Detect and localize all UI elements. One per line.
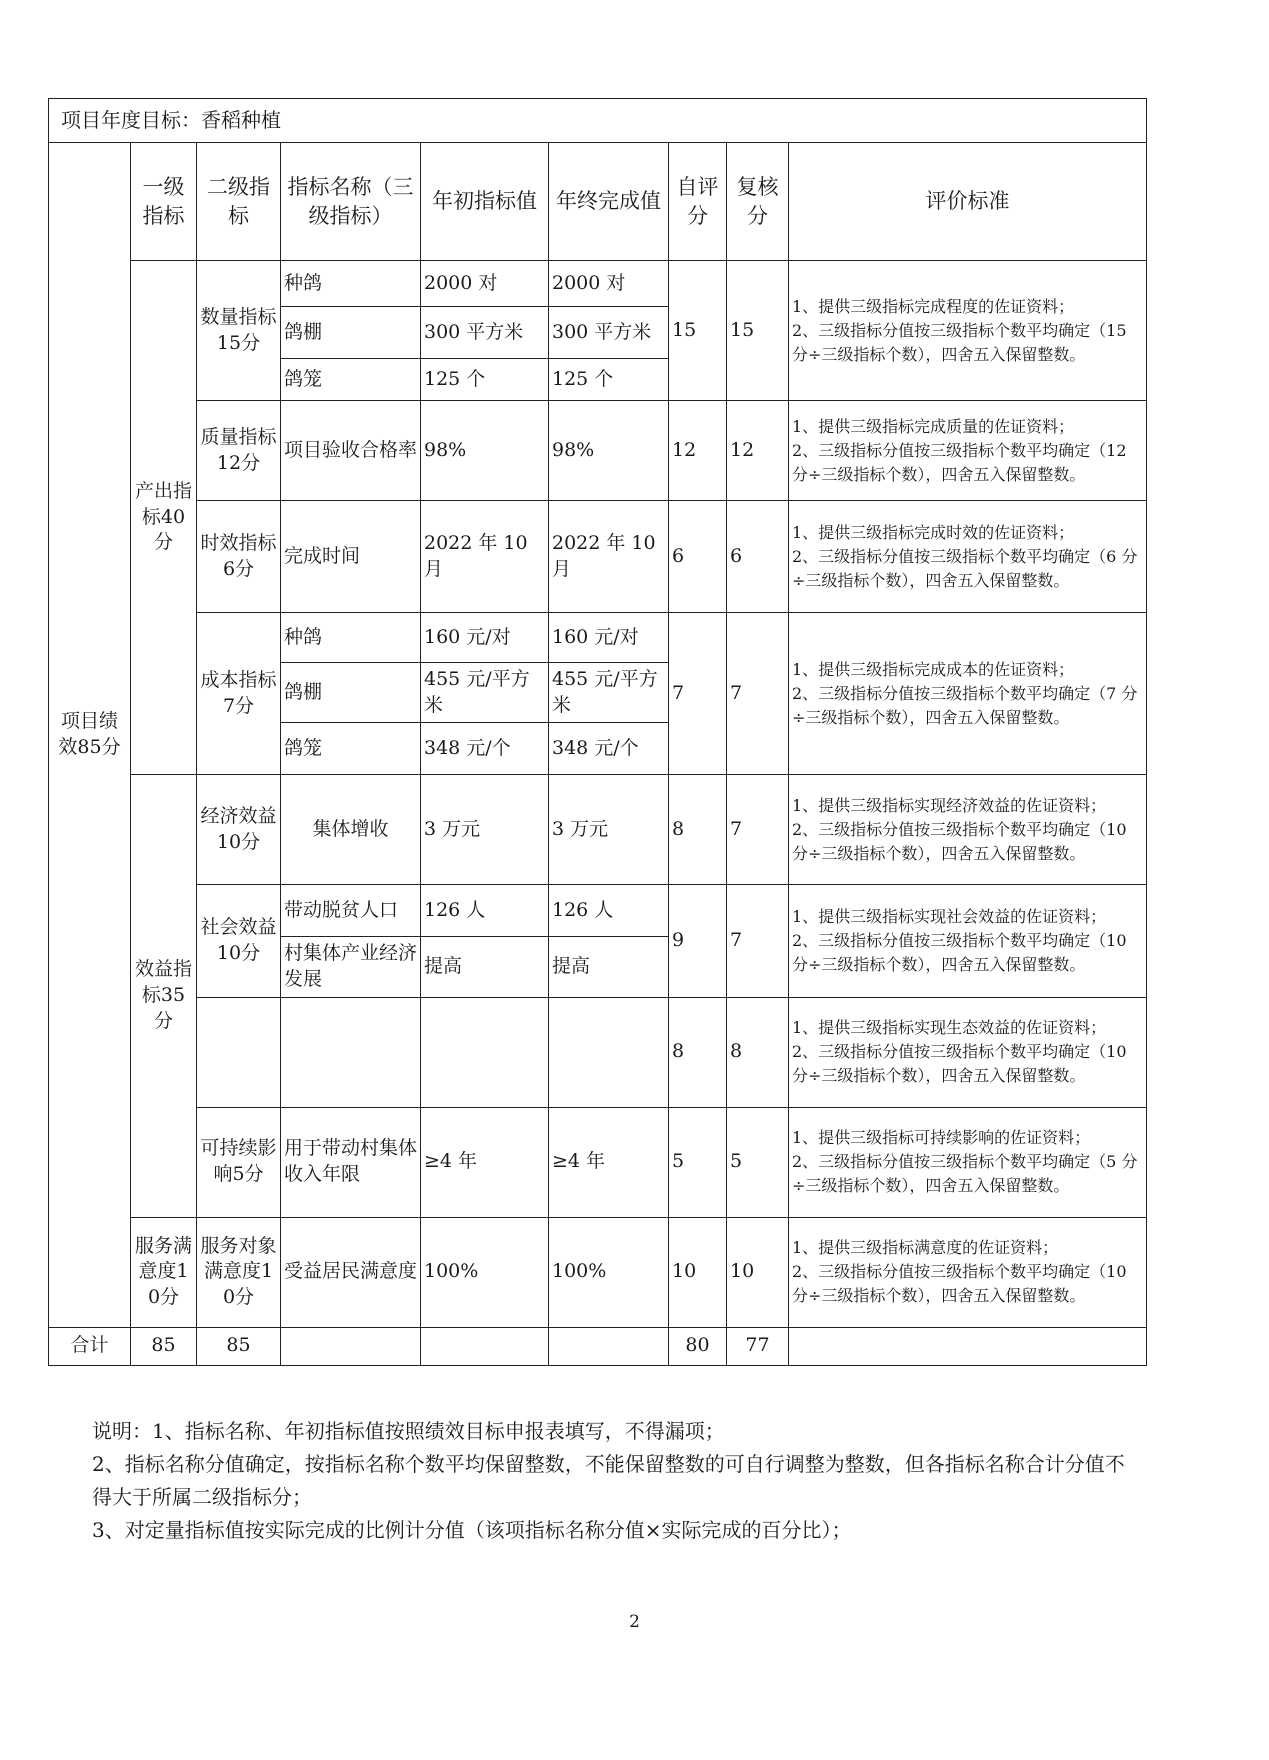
total-empty-cell [549, 1327, 669, 1365]
header-level1: 一级指标 [131, 143, 197, 261]
criteria-line: 2、三级指标分值按三级指标个数平均确定（10 分÷三级指标个数），四舍五入保留整数。 [792, 1262, 1127, 1306]
criteria-line: 2、三级指标分值按三级指标个数平均确定（12 分÷三级指标个数），四舍五入保留整数。 [792, 440, 1127, 484]
actual-value: 2022 年 10 月 [549, 501, 669, 613]
indicator-name: 鸽笼 [281, 359, 421, 401]
criteria-line: 1、提供三级指标完成程度的佐证资料； [792, 296, 1075, 316]
actual-value: 348 元/个 [549, 723, 669, 775]
indicator-name: 种鸽 [281, 261, 421, 307]
review-score: 15 [727, 261, 789, 401]
header-criteria: 评价标准 [789, 143, 1147, 261]
actual-value: 455 元/平方米 [549, 663, 669, 723]
criteria-line: 2、三级指标分值按三级指标个数平均确定（10 分÷三级指标个数），四舍五入保留整数。 [792, 819, 1127, 863]
criteria-line: 2、三级指标分值按三级指标个数平均确定（10 分÷三级指标个数），四舍五入保留整数。 [792, 1042, 1127, 1086]
review-score: 10 [727, 1217, 789, 1327]
header-level2: 二级指标 [197, 143, 281, 261]
target-value: 300 平方米 [421, 307, 549, 359]
performance-table [48, 98, 1147, 1366]
review-score: 7 [727, 885, 789, 997]
total-level1: 85 [131, 1327, 197, 1365]
category-timeliness: 时效指标6分 [197, 501, 281, 613]
criteria-line: 2、三级指标分值按三级指标个数平均确定（15 分÷三级指标个数），四舍五入保留整数。 [792, 320, 1127, 364]
criteria-line: 2、三级指标分值按三级指标个数平均确定（6 分÷三级指标个数），四舍五入保留整数。 [792, 546, 1138, 590]
target-value: 125 个 [421, 359, 549, 401]
note-line: 说明：1、指标名称、年初指标值按照绩效目标申报表填写，不得漏项； [92, 1419, 725, 1443]
criteria-line: 1、提供三级指标实现生态效益的佐证资料； [792, 1018, 1107, 1038]
evaluation-criteria [789, 775, 1147, 885]
indicator-name [281, 997, 421, 1107]
header-indicator-name: 指标名称（三级指标） [281, 143, 421, 261]
self-score: 8 [669, 775, 727, 885]
level1-benefit: 效益指标35分 [131, 775, 197, 1217]
criteria-line: 1、提供三级指标完成质量的佐证资料； [792, 416, 1075, 436]
actual-value: 126 人 [549, 885, 669, 937]
level1-output: 产出指标40分 [131, 261, 197, 775]
actual-value: 125 个 [549, 359, 669, 401]
total-empty-cell [789, 1327, 1147, 1365]
category-satisfaction: 服务对象满意度10分 [197, 1217, 281, 1327]
actual-value: 160 元/对 [549, 613, 669, 663]
notes [92, 1415, 1132, 1547]
indicator-name: 鸽笼 [281, 723, 421, 775]
criteria-line: 1、提供三级指标实现社会效益的佐证资料； [792, 906, 1107, 926]
review-score: 12 [727, 401, 789, 501]
evaluation-criteria [789, 1217, 1147, 1327]
criteria-line: 1、提供三级指标完成成本的佐证资料； [792, 659, 1075, 679]
actual-value [549, 997, 669, 1107]
evaluation-criteria [789, 997, 1147, 1107]
project-goal-title: 项目年度目标：香稻种植 [49, 99, 1147, 143]
criteria-line: 2、三级指标分值按三级指标个数平均确定（10 分÷三级指标个数），四舍五入保留整数。 [792, 930, 1127, 974]
target-value: 98% [421, 401, 549, 501]
target-value: ≥4 年 [421, 1107, 549, 1217]
header-target-value: 年初指标值 [421, 143, 549, 261]
total-empty-cell [421, 1327, 549, 1365]
total-empty-cell [281, 1327, 421, 1365]
indicator-name: 带动脱贫人口 [281, 885, 421, 937]
criteria-line: 1、提供三级指标完成时效的佐证资料； [792, 522, 1075, 542]
indicator-name: 用于带动村集体收入年限 [281, 1107, 421, 1217]
indicator-name: 完成时间 [281, 501, 421, 613]
indicator-name: 项目验收合格率 [281, 401, 421, 501]
header-self-score: 自评分 [669, 143, 727, 261]
note-line: 2、指标名称分值确定，按指标名称个数平均保留整数，不能保留整数的可自行调整为整数，但各指标名称合计分值不得大于所属二级指标分； [92, 1452, 1125, 1509]
evaluation-criteria [789, 613, 1147, 775]
actual-value: 98% [549, 401, 669, 501]
criteria-line: 2、三级指标分值按三级指标个数平均确定（7 分÷三级指标个数），四舍五入保留整数。 [792, 683, 1138, 727]
evaluation-criteria [789, 501, 1147, 613]
category-social: 社会效益10分 [197, 885, 281, 997]
group-label: 项目绩效85分 [49, 143, 131, 1328]
total-label: 合计 [49, 1327, 131, 1365]
target-value: 2022 年 10 月 [421, 501, 549, 613]
note-line: 3、对定量指标值按实际完成的比例计分值（该项指标名称分值×实际完成的百分比）； [92, 1518, 852, 1542]
actual-value: 100% [549, 1217, 669, 1327]
page-number: 2 [629, 1612, 640, 1632]
indicator-name: 鸽棚 [281, 307, 421, 359]
category-economic: 经济效益10分 [197, 775, 281, 885]
target-value: 455 元/平方米 [421, 663, 549, 723]
actual-value: 提高 [549, 937, 669, 997]
review-score: 6 [727, 501, 789, 613]
level1-service: 服务满意度10分 [131, 1217, 197, 1327]
review-score: 5 [727, 1107, 789, 1217]
review-score: 7 [727, 775, 789, 885]
actual-value: 2000 对 [549, 261, 669, 307]
actual-value: 300 平方米 [549, 307, 669, 359]
category-ecological [197, 997, 281, 1107]
target-value: 2000 对 [421, 261, 549, 307]
actual-value: 3 万元 [549, 775, 669, 885]
category-sustainable: 可持续影响5分 [197, 1107, 281, 1217]
total-self-score: 80 [669, 1327, 727, 1365]
self-score: 12 [669, 401, 727, 501]
category-quality: 质量指标12分 [197, 401, 281, 501]
target-value: 3 万元 [421, 775, 549, 885]
self-score: 15 [669, 261, 727, 401]
header-actual-value: 年终完成值 [549, 143, 669, 261]
target-value: 提高 [421, 937, 549, 997]
indicator-name: 种鸽 [281, 613, 421, 663]
self-score: 8 [669, 997, 727, 1107]
evaluation-criteria [789, 261, 1147, 401]
self-score: 5 [669, 1107, 727, 1217]
target-value: 160 元/对 [421, 613, 549, 663]
total-review-score: 77 [727, 1327, 789, 1365]
target-value: 348 元/个 [421, 723, 549, 775]
criteria-line: 1、提供三级指标可持续影响的佐证资料； [792, 1128, 1091, 1148]
target-value: 126 人 [421, 885, 549, 937]
header-review-score: 复核分 [727, 143, 789, 261]
evaluation-criteria [789, 1107, 1147, 1217]
self-score: 7 [669, 613, 727, 775]
indicator-name: 村集体产业经济发展 [281, 937, 421, 997]
evaluation-criteria [789, 885, 1147, 997]
target-value [421, 997, 549, 1107]
review-score: 8 [727, 997, 789, 1107]
indicator-name: 受益居民满意度 [281, 1217, 421, 1327]
review-score: 7 [727, 613, 789, 775]
target-value: 100% [421, 1217, 549, 1327]
indicator-name: 鸽棚 [281, 663, 421, 723]
indicator-name: 集体增收 [281, 775, 421, 885]
self-score: 9 [669, 885, 727, 997]
criteria-line: 2、三级指标分值按三级指标个数平均确定（5 分÷三级指标个数），四舍五入保留整数。 [792, 1152, 1138, 1196]
self-score: 6 [669, 501, 727, 613]
category-cost: 成本指标7分 [197, 613, 281, 775]
actual-value: ≥4 年 [549, 1107, 669, 1217]
self-score: 10 [669, 1217, 727, 1327]
category-quantity: 数量指标15分 [197, 261, 281, 401]
criteria-line: 1、提供三级指标实现经济效益的佐证资料； [792, 795, 1107, 815]
criteria-line: 1、提供三级指标满意度的佐证资料； [792, 1238, 1059, 1258]
total-level2: 85 [197, 1327, 281, 1365]
evaluation-criteria [789, 401, 1147, 501]
